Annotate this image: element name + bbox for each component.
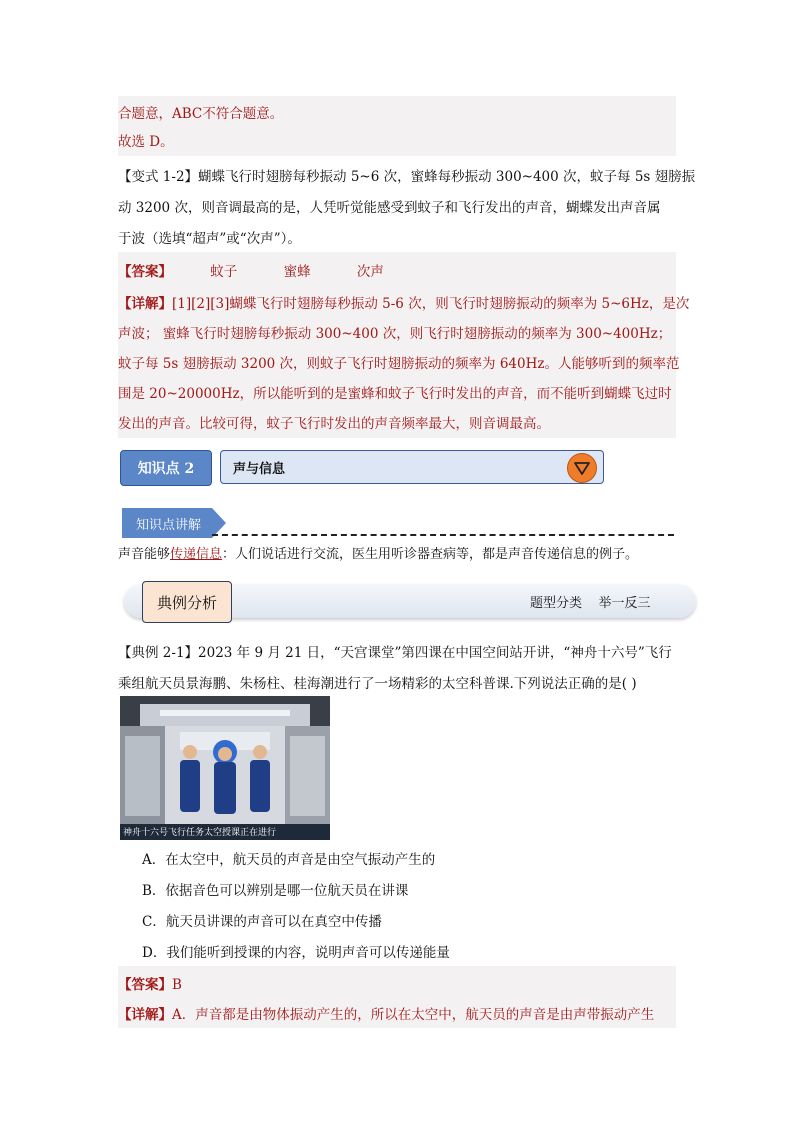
option-a[interactable]: A．在太空中，航天员的声音是由空气振动产生的 (142, 852, 436, 868)
example-detail-row: 【详解】A．声音都是由物体振动产生的，所以在太空中，航天员的声音是由声带振动产生 (118, 1007, 655, 1023)
knowledge-text: 声音能够传递信息：人们说话进行交流，医生用听诊器查病等，都是声音传递信息的例子。 (118, 547, 639, 562)
option-d[interactable]: D．我们能听到授课的内容，说明声音可以传递能量 (142, 945, 450, 961)
expand-triangle-icon[interactable] (567, 453, 597, 483)
example-question (118, 638, 676, 694)
variant-line-1: 【变式 1-2】蝴蝶飞行时翅膀每秒振动 5~6 次，蜜蜂每秒振动 300~400 次，蚊子每 5s 翅膀振 (118, 169, 696, 185)
example-banner-tag: 典例分析 (142, 581, 232, 623)
example-answer: B (172, 977, 182, 993)
variant-answer-block (118, 252, 690, 438)
space-station-photo (120, 696, 330, 840)
option-c[interactable]: C．航天员讲课的声音可以在真空中传播 (142, 914, 382, 930)
detail-line-1: 【详解】[1][2][3]蝴蝶飞行时翅膀每秒振动 5-6 次，则飞行时翅膀振动的频率为 5~6Hz，是次 (118, 296, 690, 312)
detail-label: 【详解】 (118, 296, 172, 312)
knowledge-explain-tag: 知识点讲解 (122, 508, 212, 538)
variant-line-3: 于波（选填“超声”或“次声”）。 (118, 231, 301, 247)
detail-line-4: 围是 20~20000Hz，所以能听到的是蜜蜂和蚊子飞行时发出的声音，而不能听到蝴蝶飞过时 (118, 386, 672, 402)
knowledge-title-bar[interactable] (220, 450, 604, 484)
variant-line-2: 动 3200 次，则音调最高的是，人凭听觉能感受到蚊子和飞行发出的声音，蝴蝶发出声音属 (118, 200, 661, 216)
detail-line-3: 蚊子每 5s 翅膀振动 3200 次，则蚊子飞行时翅膀振动的频率为 640Hz。人能够听到的频率范 (118, 356, 680, 372)
example-answer-block (118, 966, 676, 1028)
answer-2: 蜜蜂 (283, 264, 311, 280)
prev-answer-block (118, 96, 676, 156)
answer-label: 【答案】 (118, 264, 172, 280)
example-line-1: 【典例 2-1】2023 年 9 月 21 日，“天宫课堂”第四课在中国空间站开讲，“神舟十六号”飞行 (118, 645, 672, 661)
knowledge-keyword: 传递信息 (170, 547, 223, 562)
answer-3: 次声 (356, 264, 384, 280)
example-banner-right: 题型分类 举一反三 (530, 596, 651, 611)
divider-dashed (212, 534, 674, 536)
example-answer-row: 【答案】B (118, 977, 182, 993)
prev-line-1: 合题意，ABC不符合题意。 (118, 106, 284, 122)
knowledge-number: 知识点 2 (120, 450, 212, 486)
option-b[interactable]: B．依据音色可以辨别是哪一位航天员在讲课 (142, 883, 409, 899)
detail-line-5: 发出的声音。比较可得，蚊子飞行时发出的声音频率最大，则音调最高。 (118, 416, 550, 432)
variant-question (118, 160, 696, 256)
prev-line-2: 故选 D。 (118, 134, 174, 150)
photo-caption: 神舟十六号飞行任务太空授课正在进行 (123, 828, 277, 838)
answer-1: 蚊子 (210, 264, 238, 280)
variant-answer-row (118, 260, 384, 280)
knowledge-title: 声与信息 (233, 461, 286, 477)
detail-line-2: 声波； 蜜蜂飞行时翅膀每秒振动 300~400 次，则飞行时翅膀振动的频率为 300~400Hz； (118, 326, 672, 342)
example-line-2: 乘组航天员景海鹏、朱杨柱、桂海潮进行了一场精彩的太空科普课.下列说法正确的是( ) (118, 676, 637, 692)
